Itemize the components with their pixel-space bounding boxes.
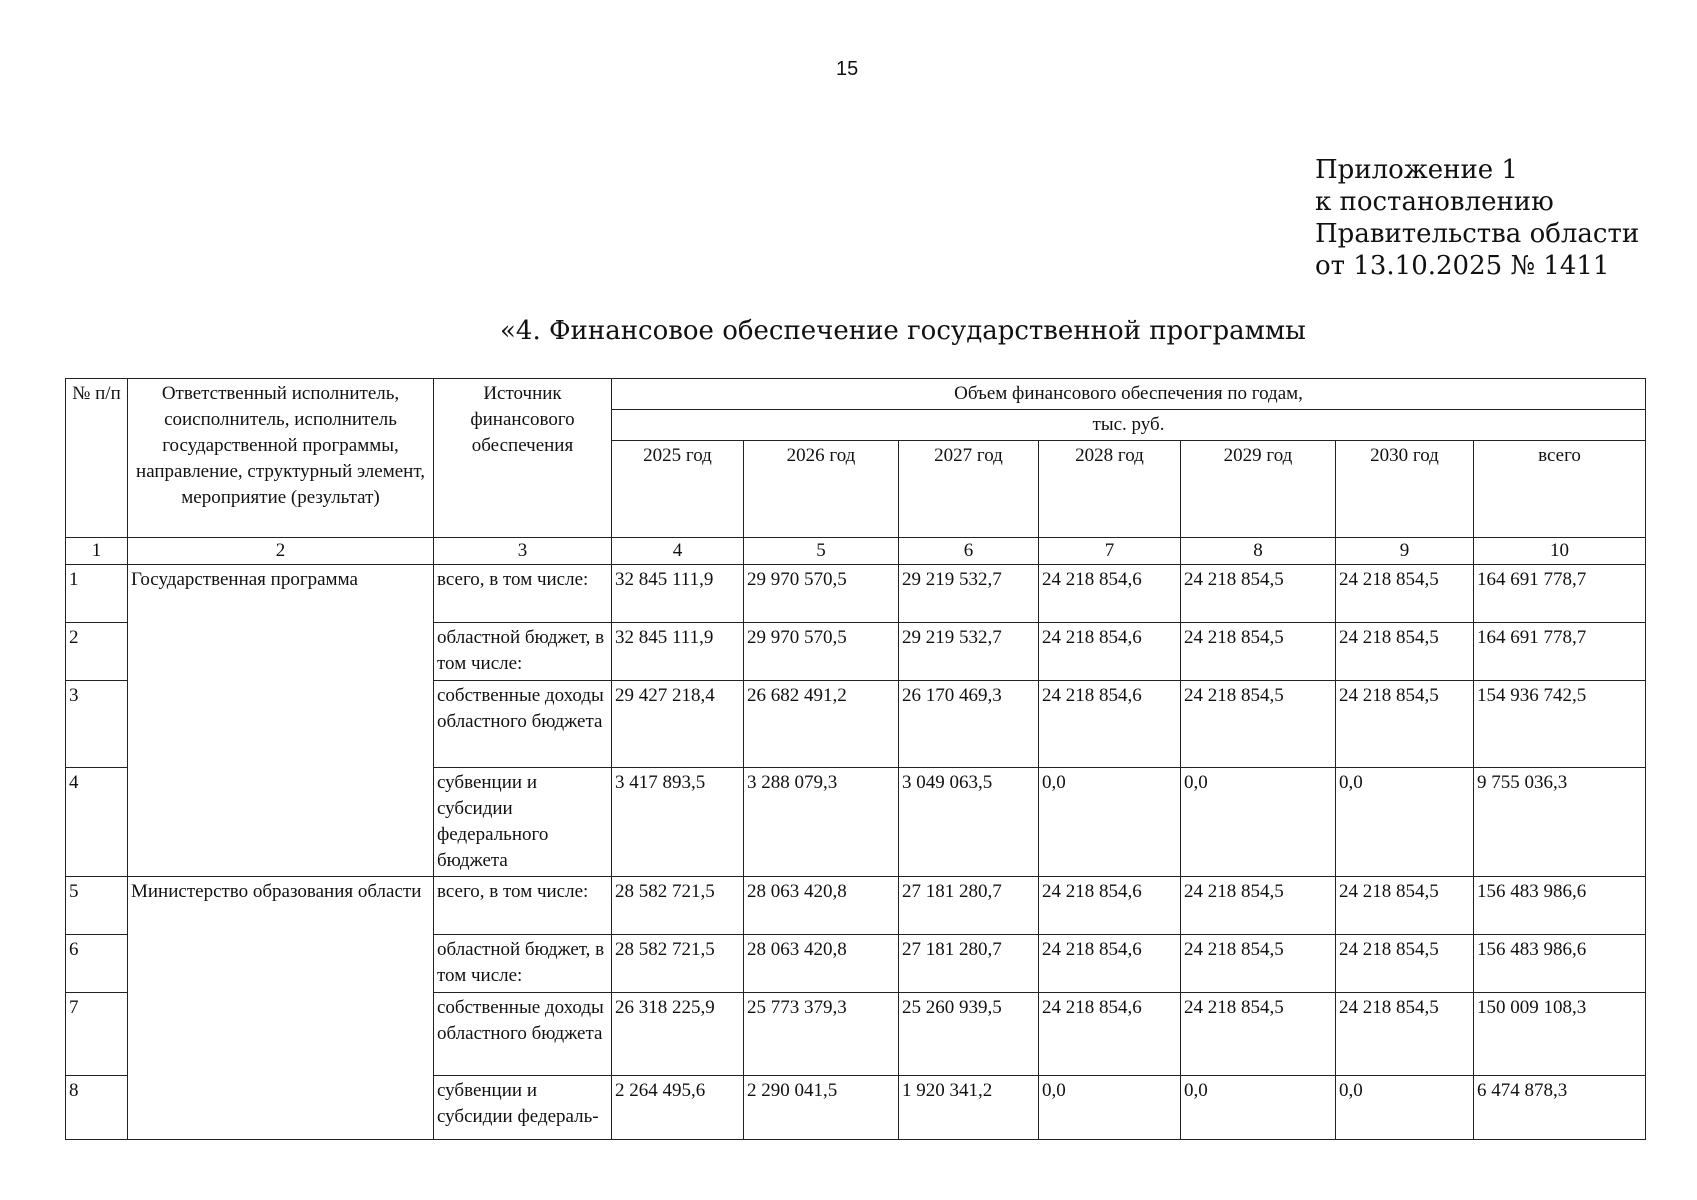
year-value: 29 219 532,7 <box>899 623 1039 681</box>
year-value: 24 218 854,5 <box>1336 877 1474 935</box>
column-number: 8 <box>1181 538 1336 565</box>
row-number: 4 <box>66 768 128 877</box>
column-number: 1 <box>66 538 128 565</box>
source-cell: собственные доходы областного бюджета <box>434 993 612 1076</box>
year-value: 25 773 379,3 <box>744 993 899 1076</box>
annex-line: Правительства области <box>1315 219 1640 249</box>
row-number: 1 <box>66 565 128 623</box>
header-volume: Объем финансового обеспечения по годам, <box>612 379 1646 410</box>
annex-line: Приложение 1 <box>1315 155 1518 185</box>
column-number: 3 <box>434 538 612 565</box>
header-year: 2027 год <box>899 441 1039 538</box>
total-value: 6 474 878,3 <box>1474 1076 1646 1140</box>
year-value: 24 218 854,6 <box>1039 565 1181 623</box>
table-row <box>66 877 1646 935</box>
source-cell: собственные доходы областного бюджета <box>434 681 612 768</box>
year-value: 3 417 893,5 <box>612 768 744 877</box>
header-year: 2029 год <box>1181 441 1336 538</box>
year-value: 25 260 939,5 <box>899 993 1039 1076</box>
year-value: 26 318 225,9 <box>612 993 744 1076</box>
year-value: 2 264 495,6 <box>612 1076 744 1140</box>
header-year: 2025 год <box>612 441 744 538</box>
source-cell: субвенции и субсидии федерального бюджета <box>434 768 612 877</box>
row-number: 8 <box>66 1076 128 1140</box>
year-value: 26 170 469,3 <box>899 681 1039 768</box>
total-value: 9 755 036,3 <box>1474 768 1646 877</box>
column-number: 4 <box>612 538 744 565</box>
year-value: 0,0 <box>1336 1076 1474 1140</box>
header-total: всего <box>1474 441 1646 538</box>
year-value: 32 845 111,9 <box>612 565 744 623</box>
year-value: 24 218 854,5 <box>1336 935 1474 993</box>
executor-cell: Министерство образования области <box>128 877 434 1140</box>
column-number: 7 <box>1039 538 1181 565</box>
year-value: 26 682 491,2 <box>744 681 899 768</box>
year-value: 24 218 854,5 <box>1336 565 1474 623</box>
column-number: 9 <box>1336 538 1474 565</box>
total-value: 156 483 986,6 <box>1474 935 1646 993</box>
year-value: 29 219 532,7 <box>899 565 1039 623</box>
year-value: 0,0 <box>1039 768 1181 877</box>
year-value: 24 218 854,5 <box>1336 623 1474 681</box>
row-number: 7 <box>66 993 128 1076</box>
header-units: тыс. руб. <box>612 410 1646 441</box>
column-number: 2 <box>128 538 434 565</box>
row-number: 5 <box>66 877 128 935</box>
annex-block <box>1315 154 1639 282</box>
year-value: 3 049 063,5 <box>899 768 1039 877</box>
header-year: 2030 год <box>1336 441 1474 538</box>
header-year: 2028 год <box>1039 441 1181 538</box>
year-value: 28 582 721,5 <box>612 877 744 935</box>
section-title: «4. Финансовое обеспечение государственной программы <box>500 316 1306 346</box>
year-value: 24 218 854,5 <box>1181 623 1336 681</box>
year-value: 24 218 854,5 <box>1181 993 1336 1076</box>
source-cell: субвенции и субсидии федераль- <box>434 1076 612 1140</box>
total-value: 164 691 778,7 <box>1474 565 1646 623</box>
annex-line: от 13.10.2025 № 1411 <box>1315 251 1610 281</box>
source-cell: областной бюджет, в том числе: <box>434 623 612 681</box>
year-value: 2 290 041,5 <box>744 1076 899 1140</box>
year-value: 24 218 854,5 <box>1181 681 1336 768</box>
year-value: 28 582 721,5 <box>612 935 744 993</box>
year-value: 28 063 420,8 <box>744 935 899 993</box>
year-value: 29 427 218,4 <box>612 681 744 768</box>
year-value: 24 218 854,5 <box>1181 935 1336 993</box>
year-value: 0,0 <box>1336 768 1474 877</box>
year-value: 24 218 854,6 <box>1039 681 1181 768</box>
header-year: 2026 год <box>744 441 899 538</box>
column-number: 6 <box>899 538 1039 565</box>
source-cell: областной бюджет, в том числе: <box>434 935 612 993</box>
year-value: 24 218 854,6 <box>1039 877 1181 935</box>
header-source: Источник финансового обеспечения <box>434 379 612 538</box>
annex-line: к постановлению <box>1315 187 1554 217</box>
year-value: 24 218 854,6 <box>1039 993 1181 1076</box>
year-value: 3 288 079,3 <box>744 768 899 877</box>
year-value: 29 970 570,5 <box>744 565 899 623</box>
executor-cell: Государственная программа <box>128 565 434 877</box>
row-number: 6 <box>66 935 128 993</box>
year-value: 32 845 111,9 <box>612 623 744 681</box>
page-number: 15 <box>836 58 859 80</box>
financing-table <box>65 378 1646 1140</box>
year-value: 24 218 854,5 <box>1181 877 1336 935</box>
year-value: 0,0 <box>1181 1076 1336 1140</box>
column-number: 10 <box>1474 538 1646 565</box>
year-value: 24 218 854,6 <box>1039 935 1181 993</box>
table-row <box>66 565 1646 623</box>
year-value: 28 063 420,8 <box>744 877 899 935</box>
year-value: 27 181 280,7 <box>899 935 1039 993</box>
column-number: 5 <box>744 538 899 565</box>
year-value: 27 181 280,7 <box>899 877 1039 935</box>
source-cell: всего, в том числе: <box>434 565 612 623</box>
year-value: 24 218 854,5 <box>1336 681 1474 768</box>
year-value: 24 218 854,5 <box>1181 565 1336 623</box>
row-number: 3 <box>66 681 128 768</box>
year-value: 0,0 <box>1039 1076 1181 1140</box>
year-value: 24 218 854,6 <box>1039 623 1181 681</box>
total-value: 154 936 742,5 <box>1474 681 1646 768</box>
year-value: 29 970 570,5 <box>744 623 899 681</box>
total-value: 164 691 778,7 <box>1474 623 1646 681</box>
header-executor: Ответственный исполнитель, соисполнитель, исполнитель государственной программы, направление, структурный элемент, мероприятие (результат) <box>128 379 434 538</box>
year-value: 0,0 <box>1181 768 1336 877</box>
source-cell: всего, в том числе: <box>434 877 612 935</box>
year-value: 24 218 854,5 <box>1336 993 1474 1076</box>
year-value: 1 920 341,2 <box>899 1076 1039 1140</box>
total-value: 156 483 986,6 <box>1474 877 1646 935</box>
total-value: 150 009 108,3 <box>1474 993 1646 1076</box>
header-num: № п/п <box>66 379 128 538</box>
row-number: 2 <box>66 623 128 681</box>
